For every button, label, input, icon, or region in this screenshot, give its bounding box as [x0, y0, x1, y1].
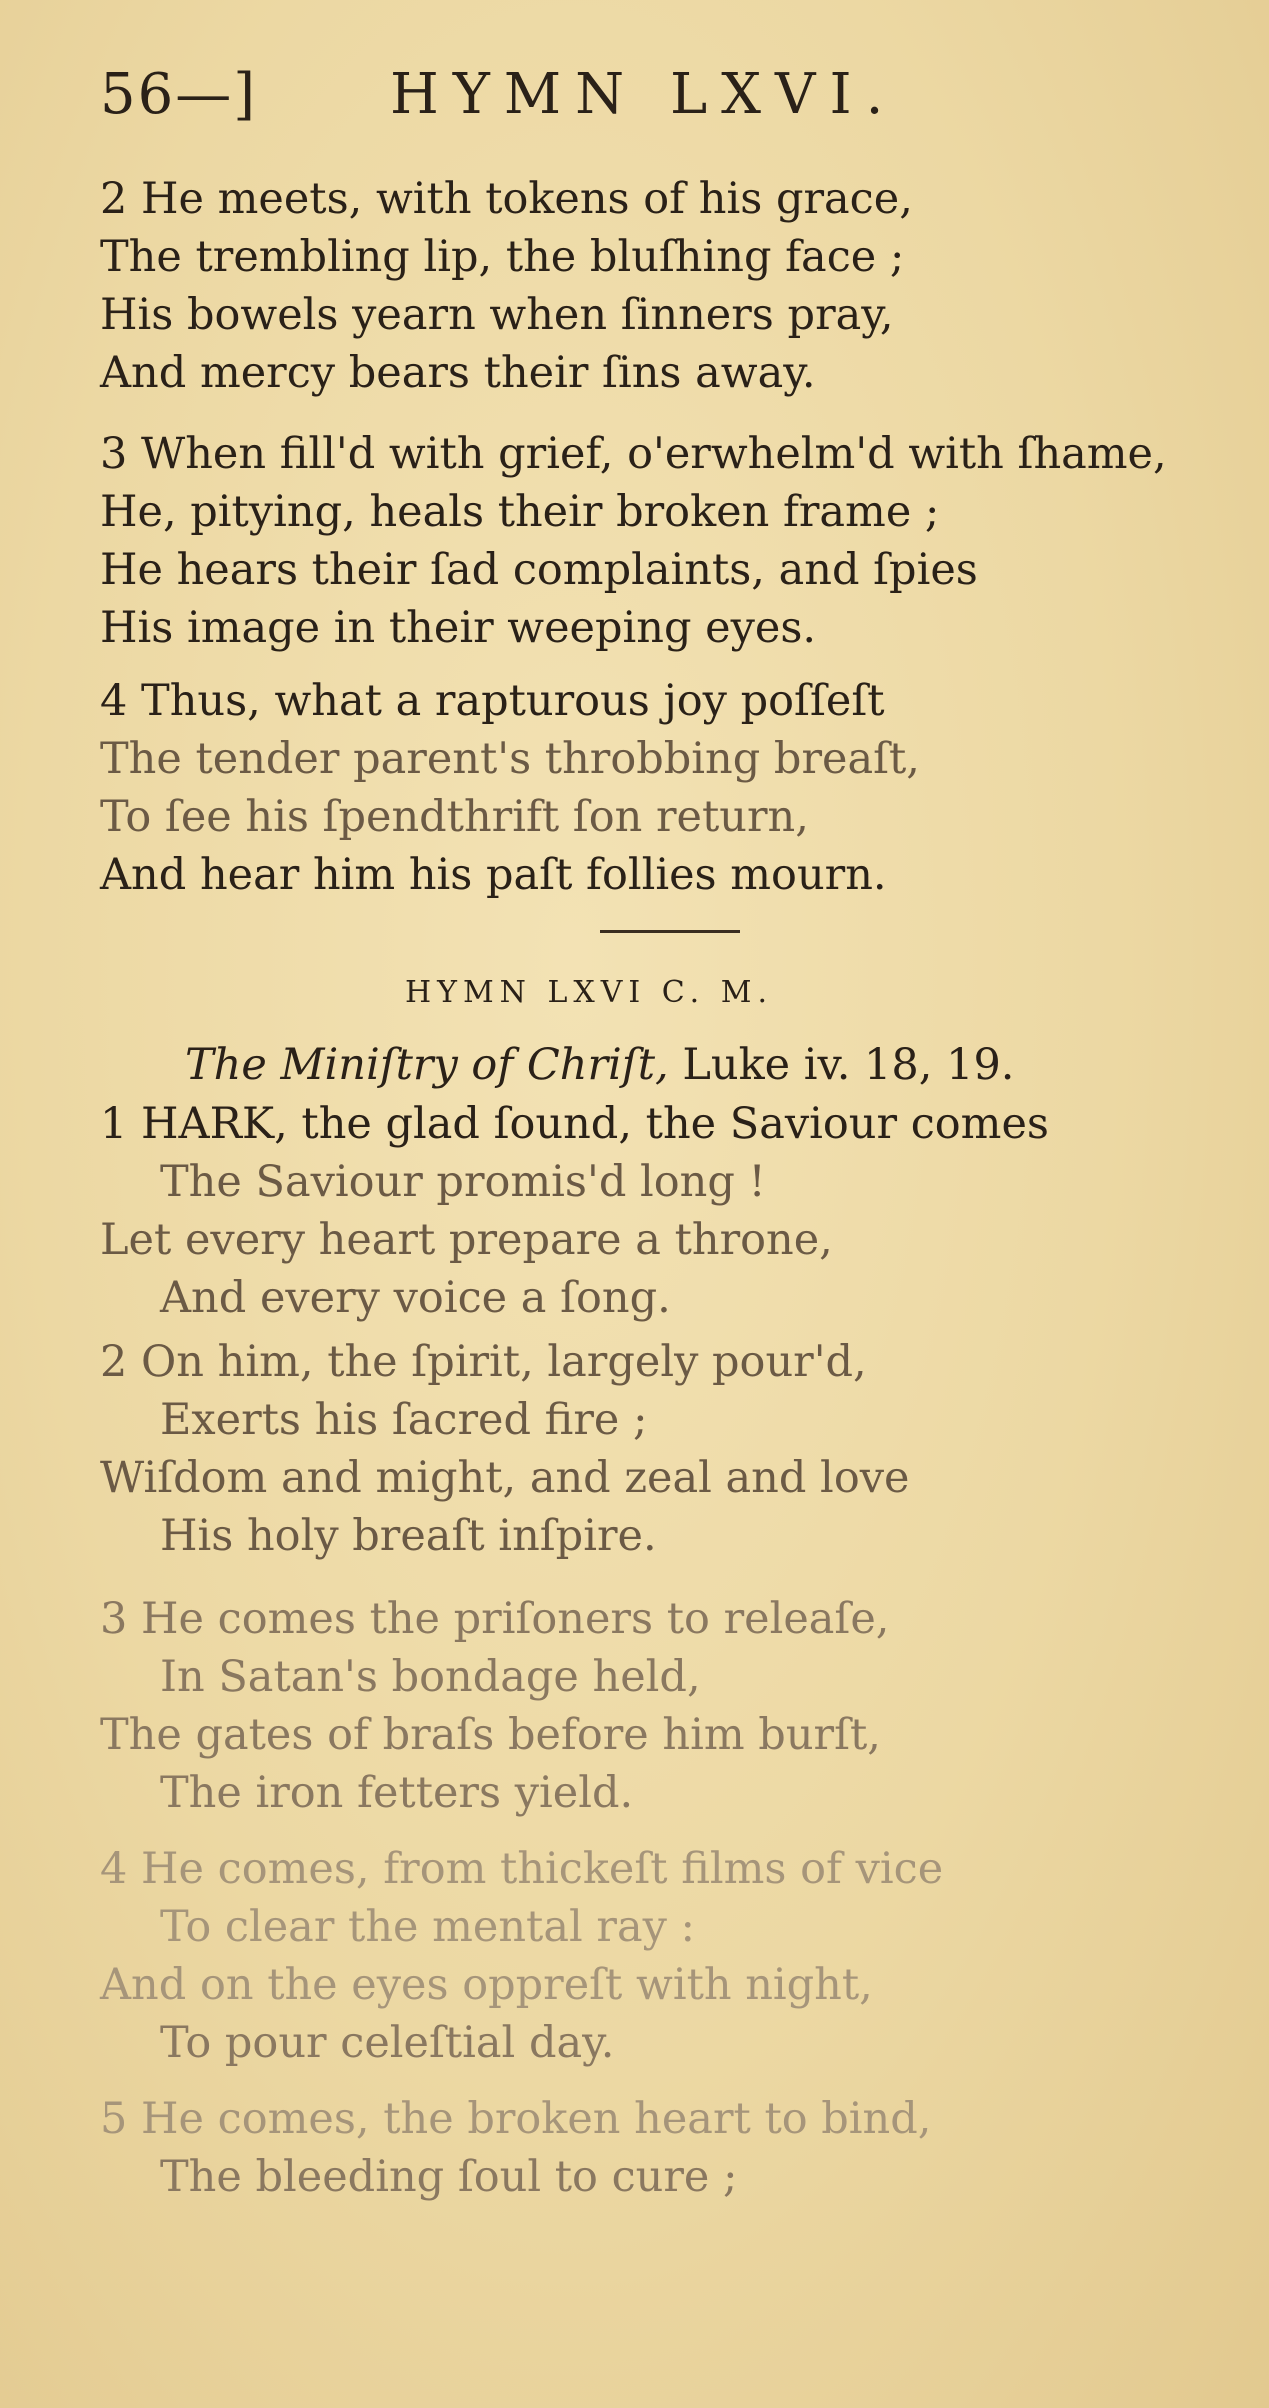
- verse-line: His holy breaſt inſpire.: [160, 1511, 657, 1561]
- verse-line: Wiſdom and might, and zeal and love: [100, 1453, 910, 1503]
- verse-line: And hear him his paſt follies mourn.: [100, 850, 887, 900]
- stanza: [100, 170, 913, 402]
- stanza: [100, 672, 920, 904]
- stanza: [100, 1333, 909, 1565]
- running-head-title: HYMN LXVI.: [390, 62, 898, 127]
- verse-line: Exerts his ſacred fire ;: [160, 1395, 648, 1445]
- verse-line: The iron fetters yield.: [160, 1768, 634, 1818]
- hymn-subtitle: [185, 1040, 1014, 1090]
- verse-line: The trembling lip, the bluſhing face ;: [100, 232, 905, 282]
- verse-line: The gates of braſs before him burſt,: [100, 1710, 881, 1760]
- page-number: 56—]: [100, 62, 258, 127]
- stanza: [100, 1095, 1049, 1327]
- verse-line: 5 He comes, the broken heart to bind,: [100, 2094, 932, 2144]
- stanza: [100, 2090, 931, 2206]
- hymn-subtitle-reference: Luke iv. 18, 19.: [668, 1040, 1015, 1090]
- verse-line: And every voice a ſong.: [160, 1273, 671, 1323]
- verse-line: And mercy bears their ſins away.: [100, 348, 816, 398]
- verse-line: He hears their ſad complaints, and ſpies: [100, 545, 978, 595]
- verse-line: 4 He comes, from thickeſt films of vice: [100, 1844, 944, 1894]
- verse-line: 1 HARK, the glad ſound, the Saviour comes: [100, 1099, 1049, 1149]
- verse-line: His bowels yearn when ſinners pray,: [100, 290, 894, 340]
- verse-line: His image in their weeping eyes.: [100, 603, 817, 653]
- hymn-heading: HYMN LXVI C. M.: [405, 975, 774, 1010]
- stanza: [100, 425, 1167, 657]
- verse-line: In Satan's bondage held,: [160, 1652, 701, 1702]
- verse-line: To pour celeſtial day.: [160, 2018, 615, 2068]
- verse-line: The Saviour promis'd long !: [160, 1157, 766, 1207]
- verse-line: The bleeding ſoul to cure ;: [160, 2152, 738, 2202]
- verse-line: 4 Thus, what a rapturous joy poſſeſt: [100, 676, 885, 726]
- verse-line: 3 When fill'd with grief, o'erwhelm'd with ſhame,: [100, 429, 1167, 479]
- verse-line: 2 He meets, with tokens of his grace,: [100, 174, 913, 224]
- verse-line: He, pitying, heals their broken frame ;: [100, 487, 940, 537]
- verse-line: Let every heart prepare a throne,: [100, 1215, 833, 1265]
- running-head: [100, 62, 1180, 132]
- verse-line: 3 He comes the priſoners to releaſe,: [100, 1594, 890, 1644]
- verse-line: The tender parent's throbbing breaſt,: [100, 734, 920, 784]
- verse-line: 2 On him, the ſpirit, largely pour'd,: [100, 1337, 867, 1387]
- verse-line: To clear the mental ray :: [160, 1902, 696, 1952]
- verse-line: And on the eyes oppreſt with night,: [100, 1960, 873, 2010]
- verse-line: To ſee his ſpendthrift ſon return,: [100, 792, 809, 842]
- hymn-subtitle-theme: The Miniſtry of Chriſt,: [185, 1040, 669, 1090]
- section-divider: [600, 930, 740, 933]
- stanza: [100, 1590, 889, 1822]
- stanza: [100, 1840, 943, 2072]
